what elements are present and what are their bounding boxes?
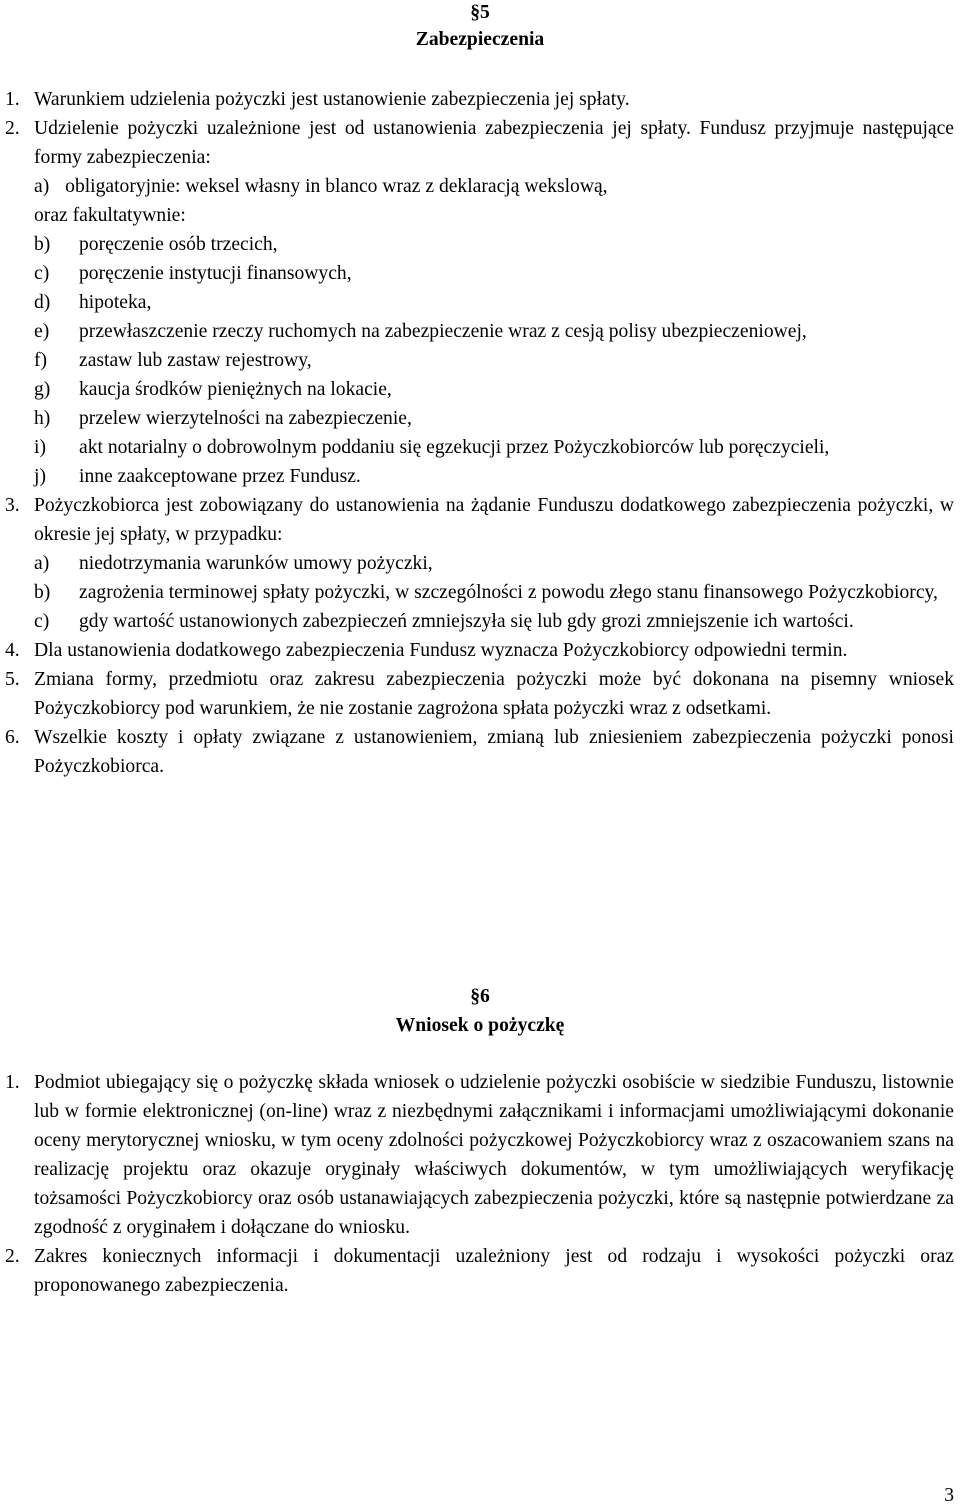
sub-list-item-text: inne zaakceptowane przez Fundusz. (79, 466, 361, 487)
page-number: 3 (944, 1485, 954, 1506)
list-marker: 2. (5, 118, 20, 139)
list-item-text: Zmiana formy, przedmiotu oraz zakresu zabezpieczenia pożyczki może być dokonana na pisemny wniosek Pożyczkobiorcy pod warunkiem, że nie zostanie zagrożona spłata pożyczki wraz z odsetkami. (34, 669, 954, 719)
sub-list-item (0, 288, 960, 317)
list-marker: 1. (5, 89, 20, 110)
list-item (0, 1242, 960, 1300)
sub-list-marker: c) (34, 263, 50, 284)
sub-list-marker: f) (34, 350, 48, 371)
sub-list-item-text: przewłaszczenie rzeczy ruchomych na zabezpieczenie wraz z cesją polisy ubezpieczeniowej, (79, 321, 807, 342)
list-item (0, 114, 960, 172)
sub-list-item-text: kaucja środków pieniężnych na lokacie, (79, 379, 392, 400)
section-number: §6 (470, 986, 490, 1007)
sub-list-marker: b) (34, 234, 51, 255)
list-item (0, 491, 960, 549)
list-marker: 3. (5, 495, 20, 516)
section-5-list (0, 85, 960, 781)
sub-list-marker: a) (34, 553, 50, 574)
sub-list-item-text: zastaw lub zastaw rejestrowy, (79, 350, 312, 371)
sub-list-item-text: gdy wartość ustanowionych zabezpieczeń zmniejszyła się lub gdy grozi zmniejszenie ich wartości. (79, 611, 854, 632)
sub-list-marker: b) (34, 582, 51, 603)
sub-list-marker: h) (34, 408, 51, 429)
list-item-text: Wszelkie koszty i opłaty związane z ustanowieniem, zmianą lub zniesieniem zabezpieczenia pożyczki ponosi Pożyczkobiorca. (34, 727, 954, 777)
section-6-list (0, 1068, 960, 1300)
list-note: oraz fakultatywnie: (34, 205, 186, 226)
sub-list-item (0, 433, 960, 462)
sub-list-item (0, 462, 960, 491)
section-number: §5 (470, 2, 490, 23)
sub-list-item (0, 230, 960, 259)
list-marker: 2. (5, 1246, 20, 1267)
list-item-text: Zakres koniecznych informacji i dokumentacji uzależniony jest od rodzaju i wysokości pożyczki oraz proponowanego zabezpieczenia. (34, 1246, 954, 1296)
section-5-heading (0, 0, 960, 54)
list-item-text: Pożyczkobiorca jest zobowiązany do ustanowienia na żądanie Funduszu dodatkowego zabezpieczenia pożyczki, w okresie jej spłaty, w przypadku: (34, 495, 954, 545)
list-item (0, 723, 960, 781)
sub-list-item (0, 259, 960, 288)
list-marker: 5. (5, 669, 20, 690)
sub-list-item-text: poręczenie osób trzecich, (79, 234, 278, 255)
list-marker: 1. (5, 1072, 20, 1093)
sub-list-marker: a) (34, 176, 50, 197)
sub-list-item (0, 607, 960, 636)
sub-list-item (0, 346, 960, 375)
sub-list-item-text: obligatoryjnie: weksel własny in blanco wraz z deklaracją wekslową, (65, 176, 608, 197)
sub-list-item-text: akt notarialny o dobrowolnym poddaniu się egzekucji przez Pożyczkobiorców lub poręczycieli, (79, 437, 830, 458)
sub-list-marker: i) (34, 437, 46, 458)
sub-list-marker: c) (34, 611, 50, 632)
sub-list-item-text: przelew wierzytelności na zabezpieczenie, (79, 408, 412, 429)
sub-list-item-text: poręczenie instytucji finansowych, (79, 263, 352, 284)
sub-list-marker: d) (34, 292, 51, 313)
list-marker: 4. (5, 640, 20, 661)
sub-list-item (0, 578, 960, 607)
sub-list-item (0, 549, 960, 578)
list-item (0, 85, 960, 114)
sub-list-item (0, 317, 960, 346)
sub-list-item-text: hipoteka, (79, 292, 152, 313)
list-item-text: Warunkiem udzielenia pożyczki jest ustanowienie zabezpieczenia jej spłaty. (34, 89, 630, 110)
sub-list-item (0, 172, 960, 201)
sub-list-marker: g) (34, 379, 51, 400)
sub-list-marker: j) (34, 466, 46, 487)
section-title: Zabezpieczenia (415, 29, 545, 50)
sub-list-marker: e) (34, 321, 50, 342)
list-item (0, 636, 960, 665)
section-title: Wniosek o pożyczkę (395, 1015, 565, 1036)
sub-list-item (0, 404, 960, 433)
section-6-heading (0, 982, 960, 1040)
sub-list-item-text: niedotrzymania warunków umowy pożyczki, (79, 553, 433, 574)
list-item-text: Podmiot ubiegający się o pożyczkę składa wniosek o udzielenie pożyczki osobiście w siedzibie Funduszu, listownie lub w formie elektronicznej (on-line) wraz z niezbędnymi załącznikami i informacjami umożliwiającymi dokonanie oceny merytorycznej wniosku, w tym oceny zdolności pożyczkowej Pożyczkobiorcy wraz z oszacowaniem szans na realizację projektu oraz okazuje oryginały właściwych dokumentów, w tym umożliwiających weryfikację tożsamości Pożyczkobiorcy oraz osób ustanawiających zabezpieczenia pożyczki, które są następnie potwierdzane za zgodność z oryginałem i dołączane do wniosku. (34, 1072, 954, 1238)
sub-list-item-text: zagrożenia terminowej spłaty pożyczki, w szczególności z powodu złego stanu finansowego Pożyczkobiorcy, (79, 582, 938, 603)
list-item (0, 1068, 960, 1242)
list-item (0, 665, 960, 723)
list-item-text: Udzielenie pożyczki uzależnione jest od ustanowienia zabezpieczenia jej spłaty. Fundusz przyjmuje następujące formy zabezpieczenia: (34, 118, 954, 168)
sub-list-item (0, 375, 960, 404)
list-marker: 6. (5, 727, 20, 748)
list-item-text: Dla ustanowienia dodatkowego zabezpieczenia Fundusz wyznacza Pożyczkobiorcy odpowiedni termin. (34, 640, 848, 661)
